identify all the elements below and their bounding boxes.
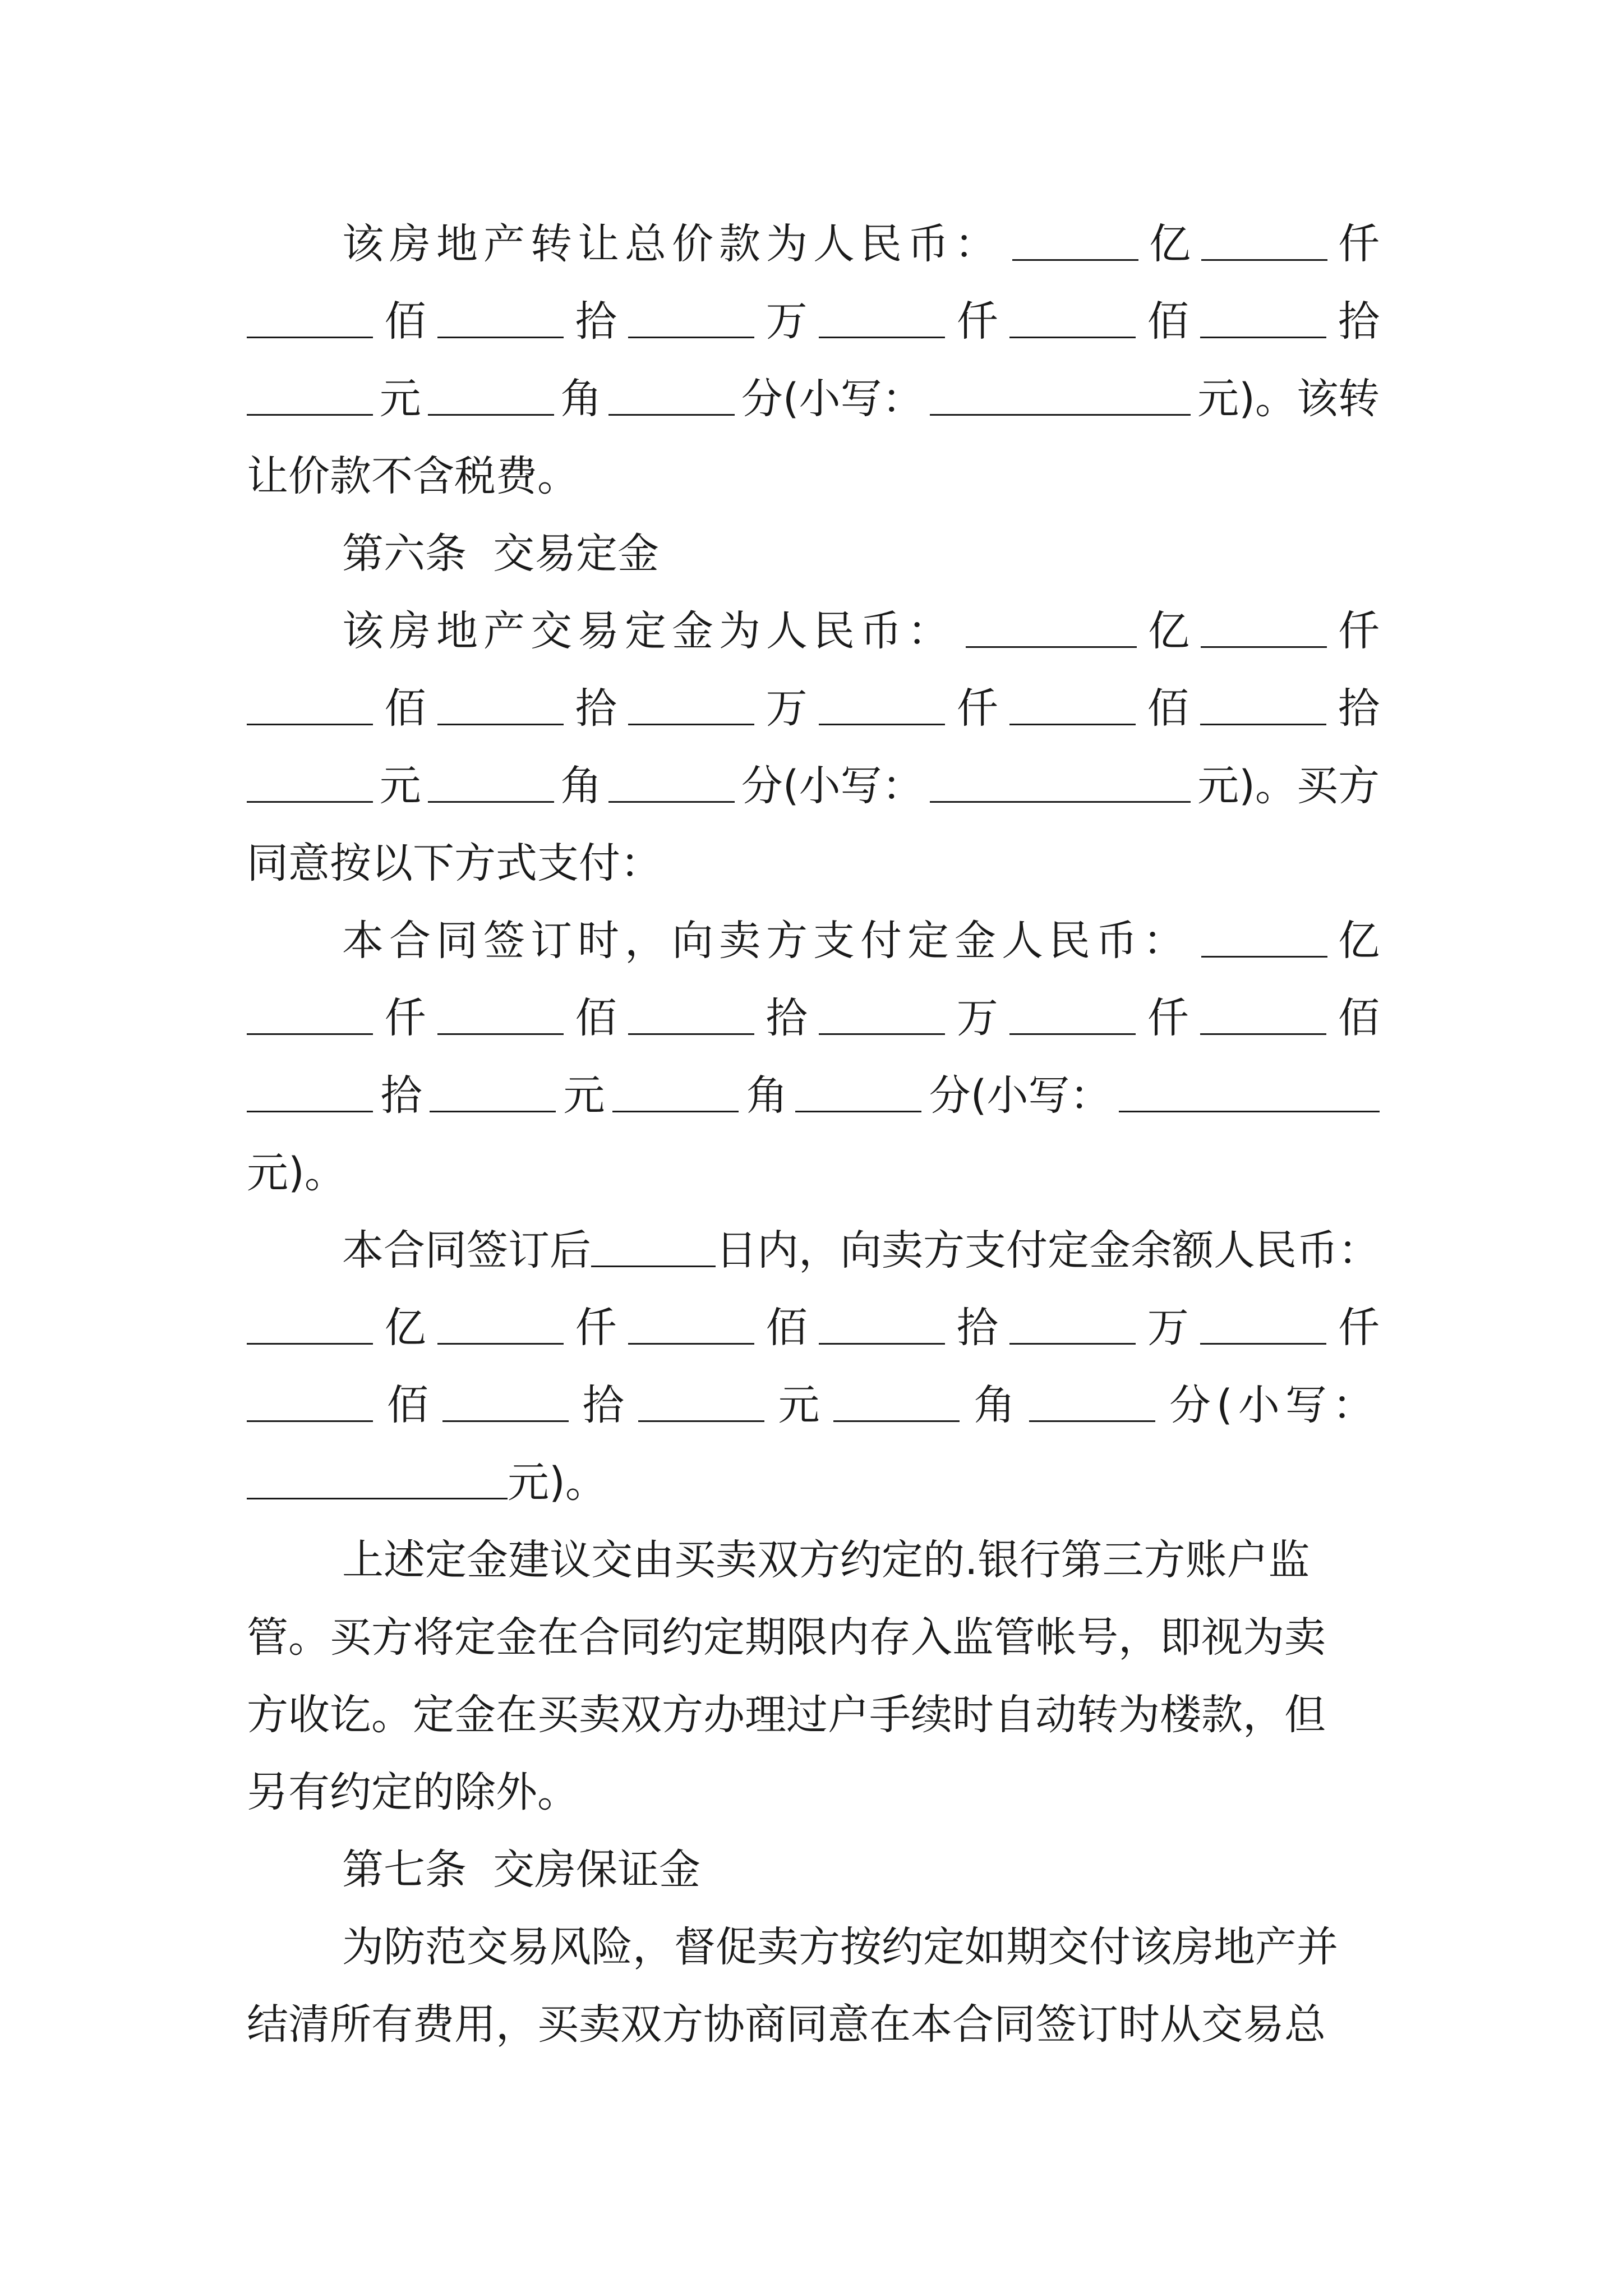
text-line-4 bbox=[247, 445, 1380, 507]
text-segment: 佰 bbox=[384, 297, 426, 346]
text-segment: 元 bbox=[563, 1071, 605, 1120]
text-line-14 bbox=[342, 1220, 1380, 1281]
text-line-17 bbox=[247, 1452, 1380, 1513]
text-line-15 bbox=[247, 1297, 1380, 1359]
blank-field bbox=[930, 769, 1191, 803]
text-segment: 分(小写： bbox=[1169, 1381, 1380, 1429]
blank-field bbox=[833, 1388, 960, 1422]
text-line-18 bbox=[342, 1529, 1380, 1591]
blank-field bbox=[1200, 1001, 1326, 1035]
text-segment: 佰 bbox=[1338, 994, 1380, 1042]
text-segment: 为防范交易风险，督促卖方按约定如期交付该房地产并 bbox=[342, 1923, 1338, 1971]
blank-field bbox=[247, 692, 373, 725]
text-segment: 佰 bbox=[1147, 297, 1189, 346]
blank-field bbox=[608, 769, 735, 803]
text-line-3 bbox=[247, 368, 1380, 430]
text-segment: 元)。 bbox=[508, 1458, 607, 1507]
text-segment: 佰 bbox=[766, 1304, 808, 1352]
text-line-19 bbox=[247, 1607, 1380, 1668]
blank-field bbox=[247, 382, 373, 416]
blank-field bbox=[1029, 1388, 1155, 1422]
blank-field bbox=[1201, 924, 1327, 958]
blank-field bbox=[1201, 614, 1327, 648]
text-segment: 仟 bbox=[384, 994, 426, 1042]
text-segment: 本合同签订时，向卖方支付定金人民币： bbox=[342, 917, 1190, 965]
text-line-12 bbox=[247, 1065, 1380, 1126]
blank-field bbox=[247, 1311, 373, 1345]
text-segment: 仟 bbox=[956, 297, 998, 346]
text-line-21 bbox=[247, 1761, 1380, 1823]
text-segment: 另有约定的除外。 bbox=[247, 1768, 579, 1816]
text-segment: 结清所有费用，买卖双方协商同意在本合同签订时从交易总 bbox=[247, 2000, 1326, 2049]
text-line-1 bbox=[342, 213, 1380, 275]
text-line-20 bbox=[247, 1684, 1380, 1746]
text-segment: 方收讫。定金在买卖双方办理过户手续时自动转为楼款，但 bbox=[247, 1691, 1326, 1739]
section-heading-7 bbox=[342, 1839, 1380, 1901]
text-segment: 亿 bbox=[1149, 220, 1191, 268]
blank-field bbox=[819, 1001, 945, 1035]
blank-field bbox=[247, 1001, 373, 1035]
blank-field bbox=[1009, 1001, 1136, 1035]
blank-field bbox=[247, 1466, 508, 1499]
blank-field bbox=[247, 1079, 373, 1112]
blank-field bbox=[430, 1079, 556, 1112]
text-segment: 元 bbox=[778, 1381, 820, 1429]
text-segment: 拾 bbox=[1338, 684, 1380, 733]
blank-field bbox=[819, 305, 945, 338]
blank-field bbox=[428, 382, 554, 416]
text-line-8 bbox=[247, 755, 1380, 817]
text-segment: 管。买方将定金在合同约定期限内存入监管帐号，即视为卖 bbox=[247, 1613, 1326, 1662]
text-segment: 万 bbox=[1147, 1304, 1189, 1352]
text-segment: 分(小写： bbox=[929, 1071, 1112, 1120]
text-segment: 元)。该转 bbox=[1197, 375, 1380, 423]
blank-field bbox=[1200, 1311, 1326, 1345]
text-segment: 亿 bbox=[1338, 917, 1380, 965]
text-line-13 bbox=[247, 1142, 1380, 1204]
text-segment: 拾 bbox=[575, 297, 617, 346]
text-segment: 拾 bbox=[956, 1304, 998, 1352]
blank-field bbox=[1009, 1311, 1136, 1345]
text-segment: 日内，向卖方支付定金余额人民币： bbox=[716, 1226, 1380, 1274]
text-segment: 让价款不含税费。 bbox=[247, 452, 579, 500]
text-segment: 万 bbox=[766, 684, 808, 733]
text-segment: 佰 bbox=[575, 994, 617, 1042]
heading-text: 第六条 交易定金 bbox=[342, 530, 660, 578]
blank-field bbox=[437, 692, 564, 725]
text-segment: 仟 bbox=[1338, 220, 1380, 268]
text-segment: 拾 bbox=[1338, 297, 1380, 346]
text-segment: 佰 bbox=[1147, 684, 1189, 733]
text-segment: 万 bbox=[956, 994, 998, 1042]
blank-field bbox=[638, 1388, 764, 1422]
blank-field bbox=[612, 1079, 739, 1112]
blank-field bbox=[819, 1311, 945, 1345]
blank-field bbox=[247, 1388, 373, 1422]
blank-field bbox=[437, 305, 564, 338]
blank-field bbox=[608, 382, 735, 416]
text-line-23 bbox=[342, 1916, 1380, 1978]
blank-field bbox=[819, 692, 945, 725]
blank-field bbox=[628, 692, 754, 725]
text-segment: 仟 bbox=[956, 684, 998, 733]
blank-field bbox=[628, 305, 754, 338]
text-line-11 bbox=[247, 987, 1380, 1049]
text-segment: 分(小写： bbox=[741, 762, 924, 810]
text-segment: 仟 bbox=[1338, 1304, 1380, 1352]
text-segment: 分(小写： bbox=[741, 375, 924, 423]
text-segment: 元 bbox=[379, 762, 421, 810]
text-segment: 该房地产转让总价款为人民币： bbox=[342, 220, 1002, 268]
text-line-16 bbox=[247, 1374, 1380, 1436]
blank-field bbox=[247, 769, 373, 803]
blank-field bbox=[1200, 305, 1326, 338]
text-segment: 角 bbox=[746, 1071, 788, 1120]
blank-field bbox=[1012, 227, 1138, 261]
text-segment: 同意按以下方式支付： bbox=[247, 839, 662, 887]
text-segment: 仟 bbox=[1147, 994, 1189, 1042]
text-segment: 上述定金建议交由买卖双方约定的.银行第三方账户监 bbox=[342, 1536, 1310, 1584]
text-segment: 仟 bbox=[575, 1304, 617, 1352]
blank-field bbox=[628, 1001, 754, 1035]
blank-field bbox=[247, 305, 373, 338]
blank-field bbox=[1119, 1079, 1380, 1112]
blank-field bbox=[930, 382, 1191, 416]
text-segment: 拾 bbox=[380, 1071, 422, 1120]
text-segment: 万 bbox=[766, 297, 808, 346]
blank-field bbox=[591, 1234, 716, 1267]
text-segment: 该房地产交易定金为人民币： bbox=[342, 607, 955, 655]
text-line-7 bbox=[247, 678, 1380, 739]
text-segment: 角 bbox=[560, 375, 602, 423]
text-segment: 角 bbox=[560, 762, 602, 810]
blank-field bbox=[442, 1388, 569, 1422]
text-segment: 佰 bbox=[384, 684, 426, 733]
text-segment: 仟 bbox=[1338, 607, 1380, 655]
text-segment: 拾 bbox=[575, 684, 617, 733]
text-segment: 角 bbox=[974, 1381, 1016, 1429]
text-segment: 元)。买方 bbox=[1197, 762, 1380, 810]
text-line-9 bbox=[247, 832, 1380, 894]
blank-field bbox=[437, 1001, 564, 1035]
blank-field bbox=[1009, 305, 1136, 338]
blank-field bbox=[437, 1311, 564, 1345]
blank-field bbox=[428, 769, 554, 803]
blank-field bbox=[1009, 692, 1136, 725]
text-segment: 亿 bbox=[1148, 607, 1189, 655]
text-line-2 bbox=[247, 291, 1380, 352]
text-segment: 佰 bbox=[386, 1381, 428, 1429]
text-segment: 拾 bbox=[766, 994, 808, 1042]
text-line-24 bbox=[247, 1994, 1380, 2055]
blank-field bbox=[1200, 692, 1326, 725]
section-heading-6 bbox=[342, 523, 1380, 585]
blank-field bbox=[1201, 227, 1327, 261]
text-segment: 拾 bbox=[582, 1381, 624, 1429]
heading-text: 第七条 交房保证金 bbox=[342, 1846, 701, 1894]
text-line-10 bbox=[342, 910, 1380, 972]
blank-field bbox=[628, 1311, 754, 1345]
text-segment: 亿 bbox=[384, 1304, 426, 1352]
text-line-6 bbox=[342, 600, 1380, 662]
text-segment: 本合同签订后 bbox=[342, 1226, 591, 1274]
text-segment: 元)。 bbox=[247, 1149, 346, 1197]
text-segment: 元 bbox=[379, 375, 421, 423]
blank-field bbox=[966, 614, 1137, 648]
blank-field bbox=[795, 1079, 921, 1112]
